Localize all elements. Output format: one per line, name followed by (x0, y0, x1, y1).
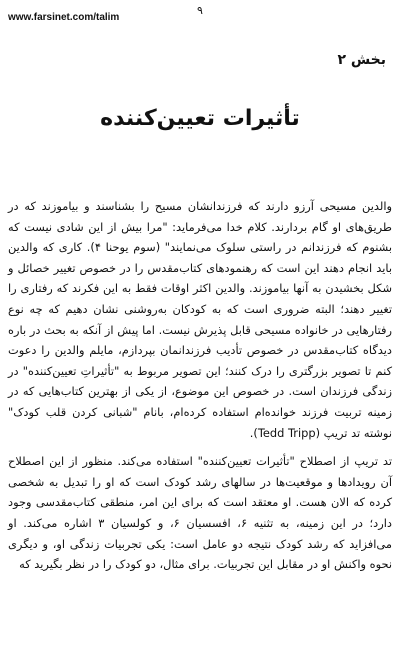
paragraph-1: والدین مسیحی آرزو دارند که فرزندانشان مسیح را بشناسند و بیاموزند که در طریق‌های او گام بردارند. کلام خدا می‌فرماید: "مرا بیش از این شادی نیست که بشنوم که فرزندانم در راستی سلوک می‌نمایند" (سوم یوحنا ۴). کاری که والدین باید انجام دهند این است که رهنمودهای کتاب‌مقدس را در خصوص تغییر خصائل و شکل بخشیدن به آنها بیاموزند. والدین اکثر اوقات فقط به این فکرند که رفتاری را تغییر دهند؛ البته ضروری است که به کودکان به‌روشنی نشان دهیم که چه نوع رفتارهایی در خانواده مسیحی قابل پذیرش نیست. اما پیش از آنکه به بحث در باره دیدگاه کتاب‌مقدس در خصوص تأدیب فرزندانمان بپردازم، مایلم والدین را دعوت کنم تا تصویر بزرگتری را درک کنند؛ این تصویر مربوط به "تأثیراتِ تعیین‌کننده" در زندگی فرزندان است. در خصوص این موضوع، از یکی از بهترین کتاب‌هایی که در زمینه تربیت فرزند خوانده‌ام استفاده کرده‌ام، با‌نام "شبانی کردن قلب کودک" نوشته تد تریپ (Tedd Tripp). (8, 199, 392, 440)
body-text (8, 196, 392, 575)
page-number: ۹ (197, 4, 203, 17)
paragraph-2: تد تریپ از اصطلاح "تأثیرات تعیین‌کننده" استفاده می‌کند. منظور از این اصطلاح آن رویدادها و موقعیت‌ها در سالهای رشد کودک است که او را تبدیل به شخصی کرده که الان هست. او معتقد است که برای این امر، منطقی کتاب‌مقدسی وجود دارد؛ در این زمینه، به تثنیه ۶، افسسیان ۶، و کولسیان ۳ اشاره می‌کند. او می‌افزاید که رشد کودک نتیجه دو عامل است: یکی تجربیات زندگی او، و دیگری نحوه واکنش او در مقابل این تجربیات. برای مثال، دو کودک را در نظر بگیرید که (8, 454, 392, 572)
section-label: بخش ۲ (337, 52, 386, 68)
site-url[interactable]: www.farsinet.com/talim (8, 12, 120, 23)
chapter-title: تأثیرات تعیین‌کننده (100, 106, 300, 131)
